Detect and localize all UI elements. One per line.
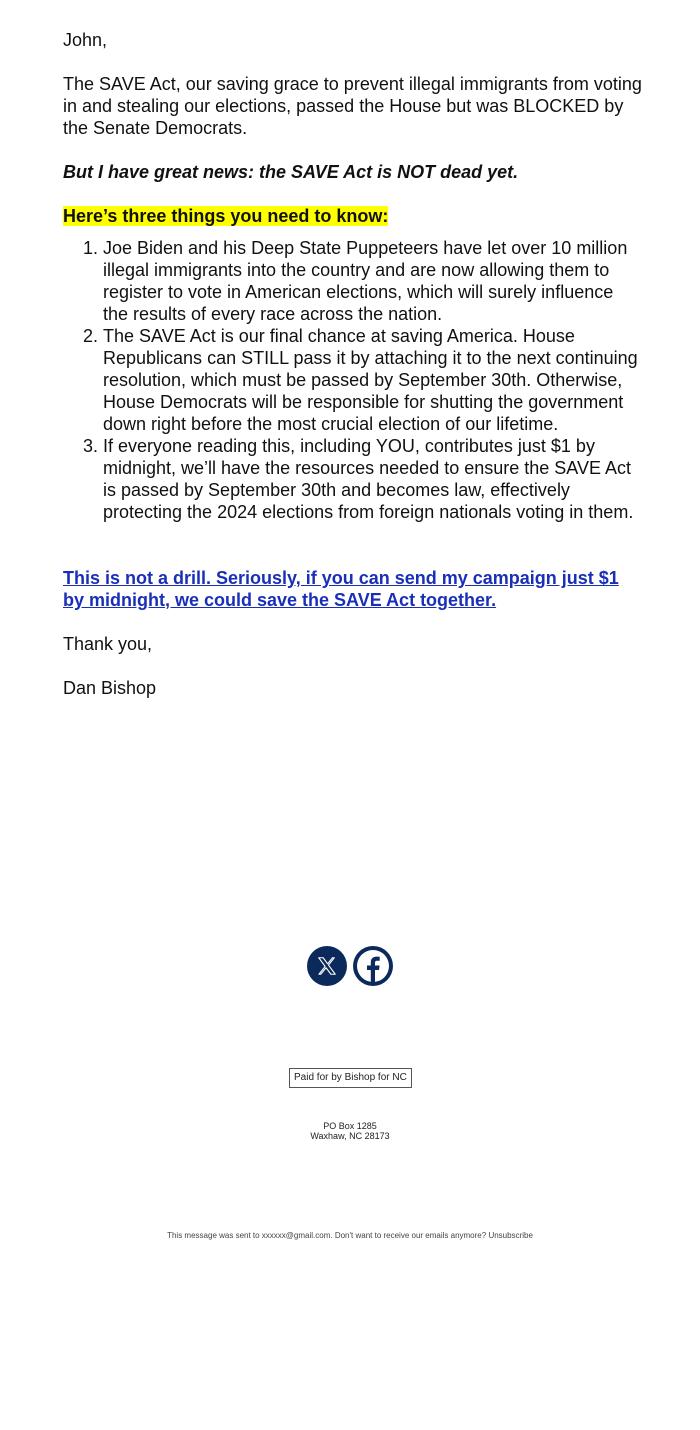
highlighted-heading: Here’s three things you need to know: — [63, 206, 389, 226]
news-line: But I have great news: the SAVE Act is NOT dead yet. — [63, 162, 519, 182]
sent-notice: This message was sent to xxxxxx@gmail.com. Don't want to receive our emails anymore? — [167, 1231, 487, 1240]
email-body — [63, 29, 643, 699]
facebook-icon[interactable] — [353, 946, 393, 986]
intro-paragraph: The SAVE Act, our saving grace to prevent illegal immigrants from voting in and stealing our elections, passed the House but was BLOCKED by the Senate Democrats. — [63, 74, 642, 138]
social-links — [307, 946, 393, 986]
paid-for-disclaimer: Paid for by Bishop for NC — [289, 1068, 412, 1088]
address-line: Waxhaw, NC 28173 — [310, 1131, 390, 1141]
unsubscribe-link[interactable]: Unsubscribe — [488, 1231, 533, 1240]
list-item: 1. Joe Biden and his Deep State Puppeteers have let over 10 million illegal immigrants into the country and are now allowing them to register to vote in American elections, which will surely influence the results of every race across the nation. — [103, 237, 643, 325]
greeting: John, — [63, 30, 108, 50]
list-item: 3. If everyone reading this, including YOU, contributes just $1 by midnight, we’ll have the resources needed to ensure the SAVE Act is passed by September 30th and becomes law, effectively protecting the 2024 elections from foreign nationals voting in them. — [103, 435, 643, 523]
list-heading — [63, 205, 643, 227]
list-item: 2. The SAVE Act is our final chance at saving America. House Republicans can STILL pass it by attaching it to the next continuing resolution, which must be passed by September 30th. Otherwise, House Democrats will be responsible for shutting the government down right before the most crucial election of our lifetime. — [103, 325, 643, 435]
things-list — [63, 237, 643, 523]
closing: Thank you, — [63, 634, 153, 654]
footer-notice — [0, 1231, 700, 1241]
address-line: PO Box 1285 — [323, 1121, 377, 1131]
signature: Dan Bishop — [63, 678, 157, 698]
x-icon[interactable] — [307, 946, 347, 986]
donate-link[interactable]: This is not a drill. Seriously, if you can send my campaign just $1 by midnight, we could save the SAVE Act together. — [63, 568, 619, 610]
cta-paragraph — [63, 567, 643, 611]
mailing-address — [0, 1121, 700, 1141]
